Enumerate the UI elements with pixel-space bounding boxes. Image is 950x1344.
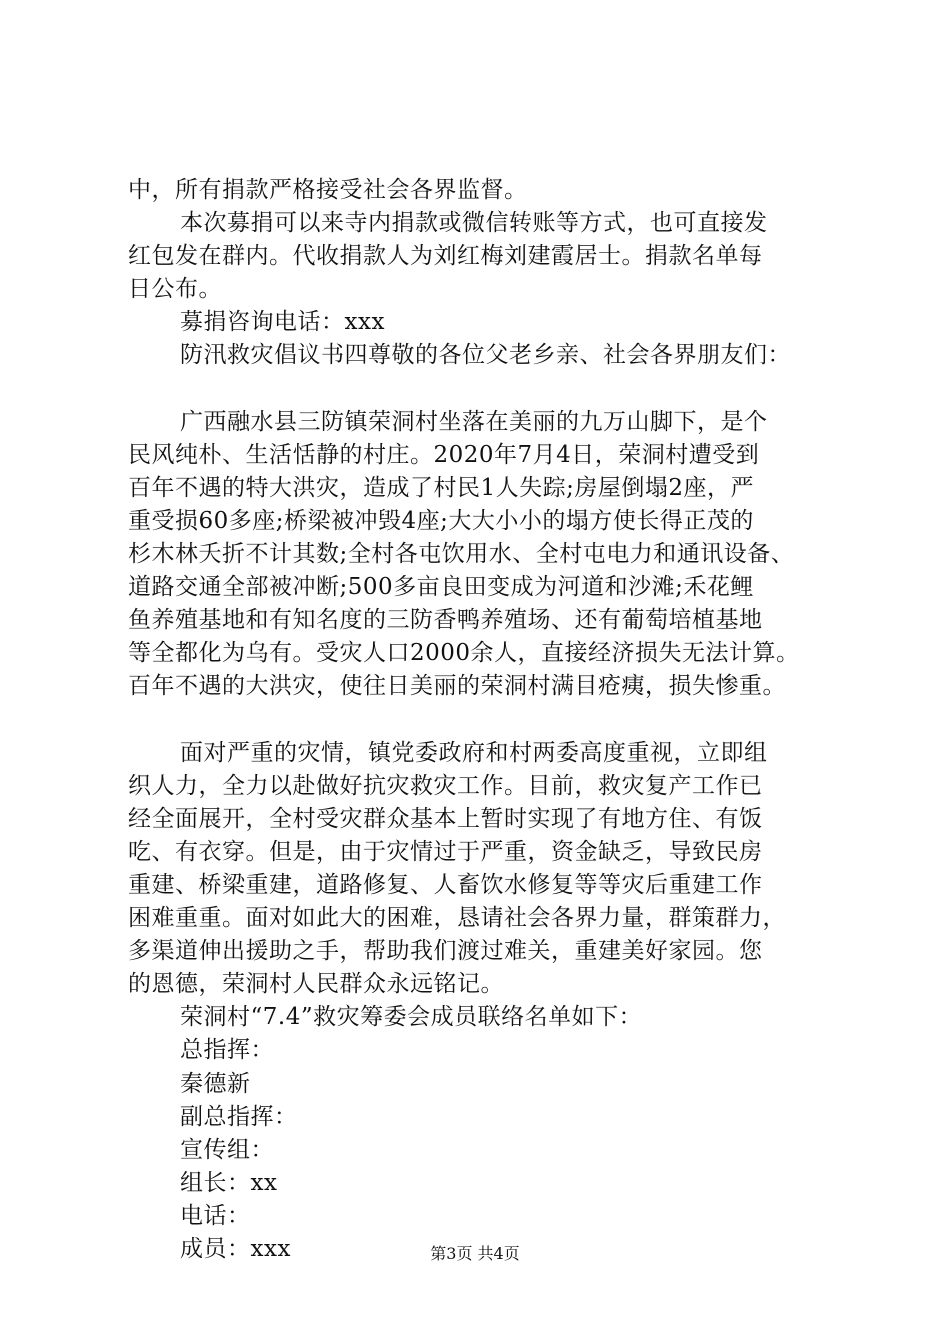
text-line: 红包发在群内。代收捐款人为刘红梅刘建霞居士。捐款名单每: [128, 243, 763, 270]
document-body: [128, 174, 840, 1266]
text-line: 总指挥：: [180, 1037, 274, 1064]
text-line: 经全面展开，全村受灾群众基本上暂时实现了有地方住、有饭: [128, 805, 763, 832]
text-line: 中，所有捐款严格接受社会各界监督。: [128, 177, 528, 203]
text-line: 面对严重的灾情，镇党委政府和村两委高度重视，立即组: [180, 739, 768, 766]
text-line: 荣洞村“7.4”救灾筹委会成员联络名单如下：: [180, 1004, 643, 1031]
text-line: 多渠道伸出援助之手，帮助我们渡过难关，重建美好家园。您: [128, 938, 763, 965]
text-line: 杉木林夭折不计其数;全村各屯饮用水、全村屯电力和通讯设备、: [128, 541, 795, 568]
text-line: 道路交通全部被冲断;500多亩良田变成为河道和沙滩;禾花鲤: [128, 574, 754, 601]
text-line: 成员：xxx: [180, 1236, 291, 1262]
text-line: 防汛救灾倡议书四尊敬的各位父老乡亲、社会各界朋友们：: [180, 342, 791, 369]
text-line: 的恩德，荣洞村人民群众永远铭记。: [128, 971, 504, 998]
text-line: 组长：xx: [180, 1169, 278, 1196]
blank-line: [128, 704, 840, 737]
text-line: 重建、桥梁重建，道路修复、人畜饮水修复等等灾后重建工作: [128, 871, 763, 898]
text-line: 百年不遇的大洪灾，使往日美丽的荣洞村满目疮痍，损失惨重。: [128, 673, 786, 700]
text-line: 副总指挥：: [180, 1103, 298, 1130]
text-line: 民风纯朴、生活恬静的村庄。2020年7月4日，荣洞村遭受到: [128, 441, 760, 468]
text-line: 宣传组：: [180, 1136, 274, 1163]
text-line: 织人力，全力以赴做好抗灾救灾工作。目前，救灾复产工作已: [128, 772, 763, 799]
text-line: 募捐咨询电话：xxx: [180, 309, 385, 336]
text-line: 电话：: [180, 1202, 251, 1229]
text-line: 秦德新: [180, 1070, 251, 1097]
page-number-footer: 第3页 共4页: [430, 1244, 520, 1263]
text-line: 本次募捐可以来寺内捐款或微信转账等方式，也可直接发: [180, 210, 768, 237]
text-line: 百年不遇的特大洪灾，造成了村民1人失踪;房屋倒塌2座，严: [128, 474, 755, 501]
text-line: 日公布。: [128, 276, 222, 303]
text-line: 等全都化为乌有。受灾人口2000余人，直接经济损失无法计算。: [128, 640, 800, 667]
text-line: 鱼养殖基地和有知名度的三防香鸭养殖场、还有葡萄培植基地: [128, 607, 763, 634]
text-line: 吃、有衣穿。但是，由于灾情过于严重，资金缺乏，导致民房: [128, 838, 763, 865]
text-line: 广西融水县三防镇荣洞村坐落在美丽的九万山脚下，是个: [180, 408, 768, 435]
text-line: 重受损60多座;桥梁被冲毁4座;大大小小的塌方使长得正茂的: [128, 507, 754, 534]
blank-line: [128, 373, 840, 406]
text-line: 困难重重。面对如此大的困难，恳请社会各界力量，群策群力，: [128, 905, 786, 932]
